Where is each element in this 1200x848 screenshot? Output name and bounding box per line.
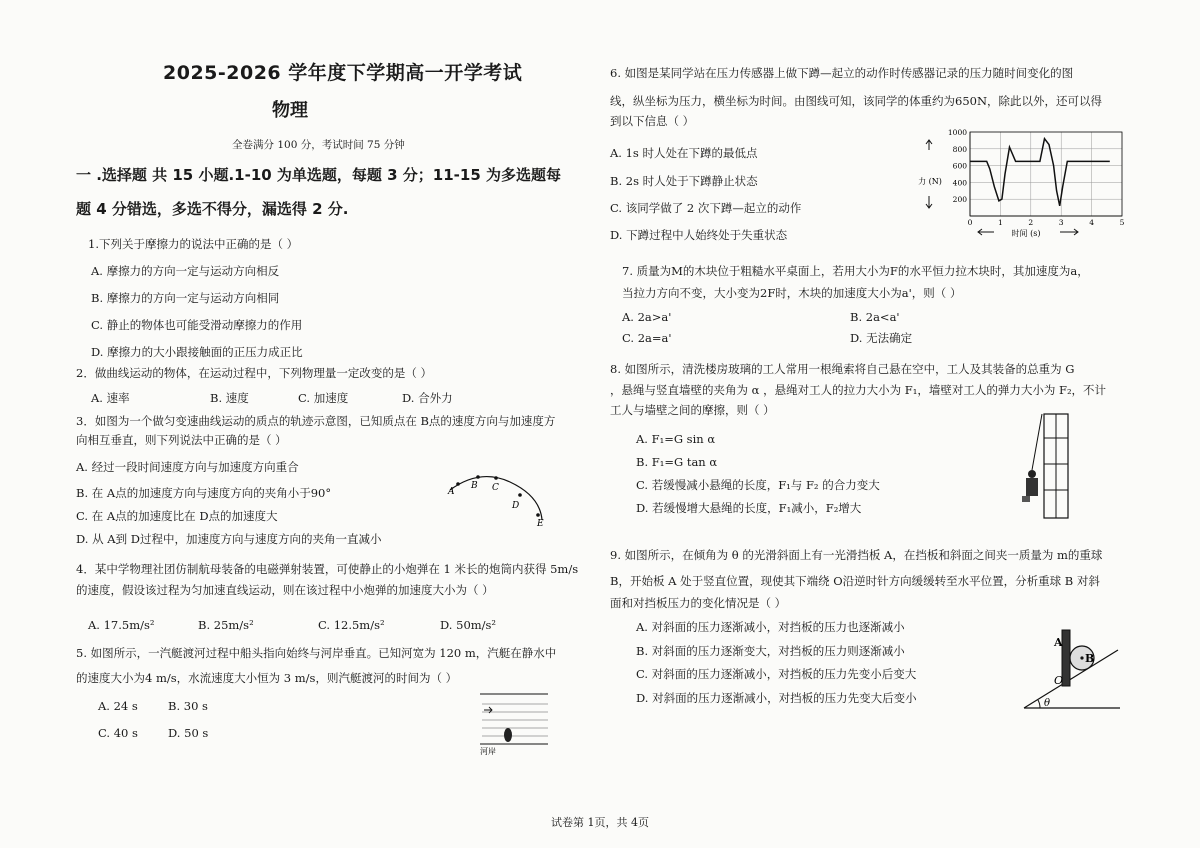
exam-title: 2025-2026 学年度下学期高一开学考试 (163, 62, 523, 84)
q5-stem-line1: 5. 如图所示，一汽艇渡河过程中船头指向始终与河岸垂直。已知河宽为 120 m，汽艇在静水中 (76, 646, 557, 660)
q4-option-d: D. 50m/s² (440, 618, 497, 632)
point-d-label: D (512, 501, 520, 511)
down-arrow-icon (926, 196, 932, 208)
point-e-label: E (537, 519, 544, 529)
plot-frame (970, 132, 1122, 216)
q6-force-time-chart (918, 124, 1132, 239)
bucket-icon (1022, 496, 1030, 502)
q6-option-d: D. 下蹲过程中人始终处于失重状态 (610, 228, 788, 242)
x-tick-label: 2 (1028, 218, 1034, 227)
q1-stem: 1.下列关于摩擦力的说法中正确的是（ ） (88, 237, 299, 251)
q4-option-b: B. 25m/s² (198, 618, 254, 632)
point-a-label: A (448, 487, 455, 497)
y-tick-label: 400 (952, 178, 967, 188)
q7-option-a: A. 2a>a' (622, 310, 672, 324)
q3-option-b: B. 在 A点的加速度方向与速度方向的夹角小于90° (76, 486, 332, 500)
worker-body-icon (1026, 478, 1038, 496)
boat-icon (504, 728, 512, 742)
river-bank-label: 河岸 (480, 747, 496, 756)
q2-option-b: B. 速度 (210, 391, 249, 405)
q6-stem-line2: 线，纵坐标为压力，横坐标为时间。由图线可知，该同学的体重约为650N，除此以外，还可以得 (610, 94, 1103, 108)
q9-stem-line1: 9. 如图所示，在倾角为 θ 的光滑斜面上有一光滑挡板 A，在挡板和斜面之间夹一质量为 m的重球 (610, 548, 1103, 562)
point-c-label: C (492, 483, 499, 493)
q7-option-b: B. 2a<a' (850, 310, 900, 324)
q7-option-d: D. 无法确定 (850, 331, 913, 345)
theta-label: θ (1044, 698, 1051, 709)
chart-axes (970, 132, 1122, 216)
q2-stem: 2．做曲线运动的物体，在运动过程中，下列物理量一定改变的是（ ） (76, 366, 432, 380)
pivot-o-label: O (1054, 674, 1064, 687)
q6-stem-line3: 到以下信息（ ） (610, 114, 695, 128)
x-tick-label: 3 (1058, 218, 1064, 227)
point-d-dot (518, 493, 522, 497)
q3-stem-line2: 向相互垂直，则下列说法中正确的是（ ） (76, 433, 287, 447)
q6-option-a: A. 1s 时人处在下蹲的最低点 (610, 146, 758, 160)
q5-stem-line2: 的速度大小为4 m/s，水流速度大小恒为 3 m/s，则汽艇渡河的时间为（ ） (76, 671, 458, 685)
q7-stem-line2: 当拉力方向不变，大小变为2F时，木块的加速度大小为a'，则（ ） (622, 286, 962, 300)
x-tick-label: 1 (998, 218, 1003, 227)
up-arrow-icon (926, 140, 932, 150)
chart-tick-labels (948, 128, 1125, 227)
ball-b-label: B (1085, 652, 1095, 665)
q4-stem-line1: 4．某中学物理社团仿制航母装备的电磁弹射装置，可使静止的小炮弹在 1 米长的炮筒内获得 5m/s (76, 562, 579, 576)
point-c-dot (494, 476, 498, 480)
q8-stem-line2: ，悬绳与竖直墙壁的夹角为 α ，悬绳对工人的拉力大小为 F₁，墙壁对工人的弹力大小为 F₂，不计 (610, 383, 1107, 397)
x-tick-label: 4 (1089, 218, 1094, 227)
q4-option-c: C. 12.5m/s² (318, 618, 385, 632)
section-heading-line1: 一 .选择题 共 15 小题.1-10 为单选题，每题 3 分；11-15 为多选题每 (76, 166, 561, 184)
q9-option-b: B. 对斜面的压力逐渐变大，对挡板的压力则逐渐减小 (636, 644, 905, 658)
section-heading-line2: 题 4 分错选，多选不得分，漏选得 2 分. (76, 200, 349, 218)
left-arrow-icon (978, 229, 994, 235)
point-b-dot (476, 475, 480, 479)
q9-option-c: C. 对斜面的压力逐渐减小，对挡板的压力先变小后变大 (636, 667, 917, 681)
q5-river-figure (478, 690, 550, 756)
q5-option-a: A. 24 s (98, 699, 138, 713)
q4-option-a: A. 17.5m/s² (88, 618, 155, 632)
subject-title: 物理 (272, 100, 308, 121)
worker-head-icon (1028, 470, 1036, 478)
q7-option-c: C. 2a=a' (622, 331, 672, 345)
chart-grid (970, 132, 1122, 216)
point-a-dot (456, 482, 460, 486)
q8-window-cleaner-figure (1018, 412, 1070, 520)
q9-option-a: A. 对斜面的压力逐渐减小，对挡板的压力也逐渐减小 (636, 620, 905, 634)
q1-option-c: C. 静止的物体也可能受滑动摩擦力的作用 (91, 318, 303, 332)
x-tick-label: 0 (967, 218, 973, 227)
board-a-label: A (1054, 636, 1063, 649)
q3-trajectory-figure (440, 468, 550, 528)
x-axis-label: 时间 (s) (1011, 229, 1041, 238)
q1-option-b: B. 摩擦力的方向一定与运动方向相同 (91, 291, 280, 305)
q6-option-c: C. 该同学做了 2 次下蹲—起立的动作 (610, 201, 802, 215)
y-axis-label: 力 (N) (918, 177, 942, 186)
q3-option-a: A. 经过一段时间速度方向与加速度方向重合 (76, 460, 299, 474)
rope-line (1032, 414, 1042, 470)
q3-stem-line1: 3．如图为一个做匀变速曲线运动的质点的轨迹示意图，已知质点在 B点的速度方向与加速度方 (76, 414, 556, 428)
y-tick-label: 200 (952, 195, 967, 205)
q9-stem-line3: 面和对挡板压力的变化情况是（ ） (610, 596, 787, 610)
q2-option-a: A. 速率 (91, 391, 130, 405)
q9-option-d: D. 对斜面的压力逐渐减小，对挡板的压力先变大后变小 (636, 691, 917, 705)
y-tick-label: 800 (952, 144, 967, 154)
q7-stem-line1: 7. 质量为M的木块位于粗糙水平桌面上，若用大小为F的水平恒力拉木块时，其加速度为a， (622, 264, 1089, 278)
exam-info: 全卷满分 100 分，考试时间 75 分钟 (232, 139, 405, 151)
q4-stem-line2: 的速度，假设该过程为匀加速直线运动，则在该过程中小炮弹的加速度大小为（ ） (76, 583, 494, 597)
q8-option-a: A. F₁=G sin α (636, 432, 716, 446)
q8-stem-line3: 工人与墙壁之间的摩擦，则（ ） (610, 403, 775, 417)
right-arrow-icon (1060, 229, 1078, 235)
q9-stem-line2: B，开始板 A 处于竖直位置，现使其下端绕 O沿逆时针方向缓缓转至水平位置，分析重球 B 对斜 (610, 574, 1100, 588)
q5-option-c: C. 40 s (98, 726, 138, 740)
q1-option-a: A. 摩擦力的方向一定与运动方向相反 (91, 264, 280, 278)
q2-option-c: C. 加速度 (298, 391, 349, 405)
page-footer: 试卷第 1页，共 4页 (551, 816, 649, 829)
q5-option-b: B. 30 s (168, 699, 208, 713)
q1-option-d: D. 摩擦力的大小跟接触面的正压力成正比 (91, 345, 303, 359)
q6-stem-line1: 6. 如图是某同学站在压力传感器上做下蹲—起立的动作时传感器记录的压力随时间变化的图 (610, 66, 1074, 80)
y-tick-label: 1000 (947, 128, 967, 137)
q3-option-d: D. 从 A到 D过程中，加速度方向与速度方向的夹角一直减小 (76, 532, 382, 546)
q6-option-b: B. 2s 时人处于下蹲静止状态 (610, 174, 758, 188)
x-tick-label: 5 (1119, 218, 1125, 227)
y-tick-label: 600 (952, 161, 967, 171)
q3-option-c: C. 在 A点的加速度比在 D点的加速度大 (76, 509, 278, 523)
angle-arc (1038, 700, 1040, 708)
q8-stem-line1: 8. 如图所示，清洗楼房玻璃的工人常用一根绳索将自己悬在空中，工人及其装备的总重为 G (610, 362, 1075, 376)
q8-option-c: C. 若缓慢减小悬绳的长度，F₁与 F₂ 的合力变大 (636, 478, 880, 492)
q8-option-d: D. 若缓慢增大悬绳的长度，F₁减小，F₂增大 (636, 501, 862, 515)
q8-option-b: B. F₁=G tan α (636, 455, 718, 469)
point-e-dot (536, 513, 540, 517)
q5-option-d: D. 50 s (168, 726, 209, 740)
ball-center-dot (1080, 656, 1083, 659)
baffle-board (1062, 630, 1070, 686)
point-b-label: B (471, 481, 478, 491)
q2-option-d: D. 合外力 (402, 391, 453, 405)
q9-incline-figure (1022, 622, 1122, 712)
